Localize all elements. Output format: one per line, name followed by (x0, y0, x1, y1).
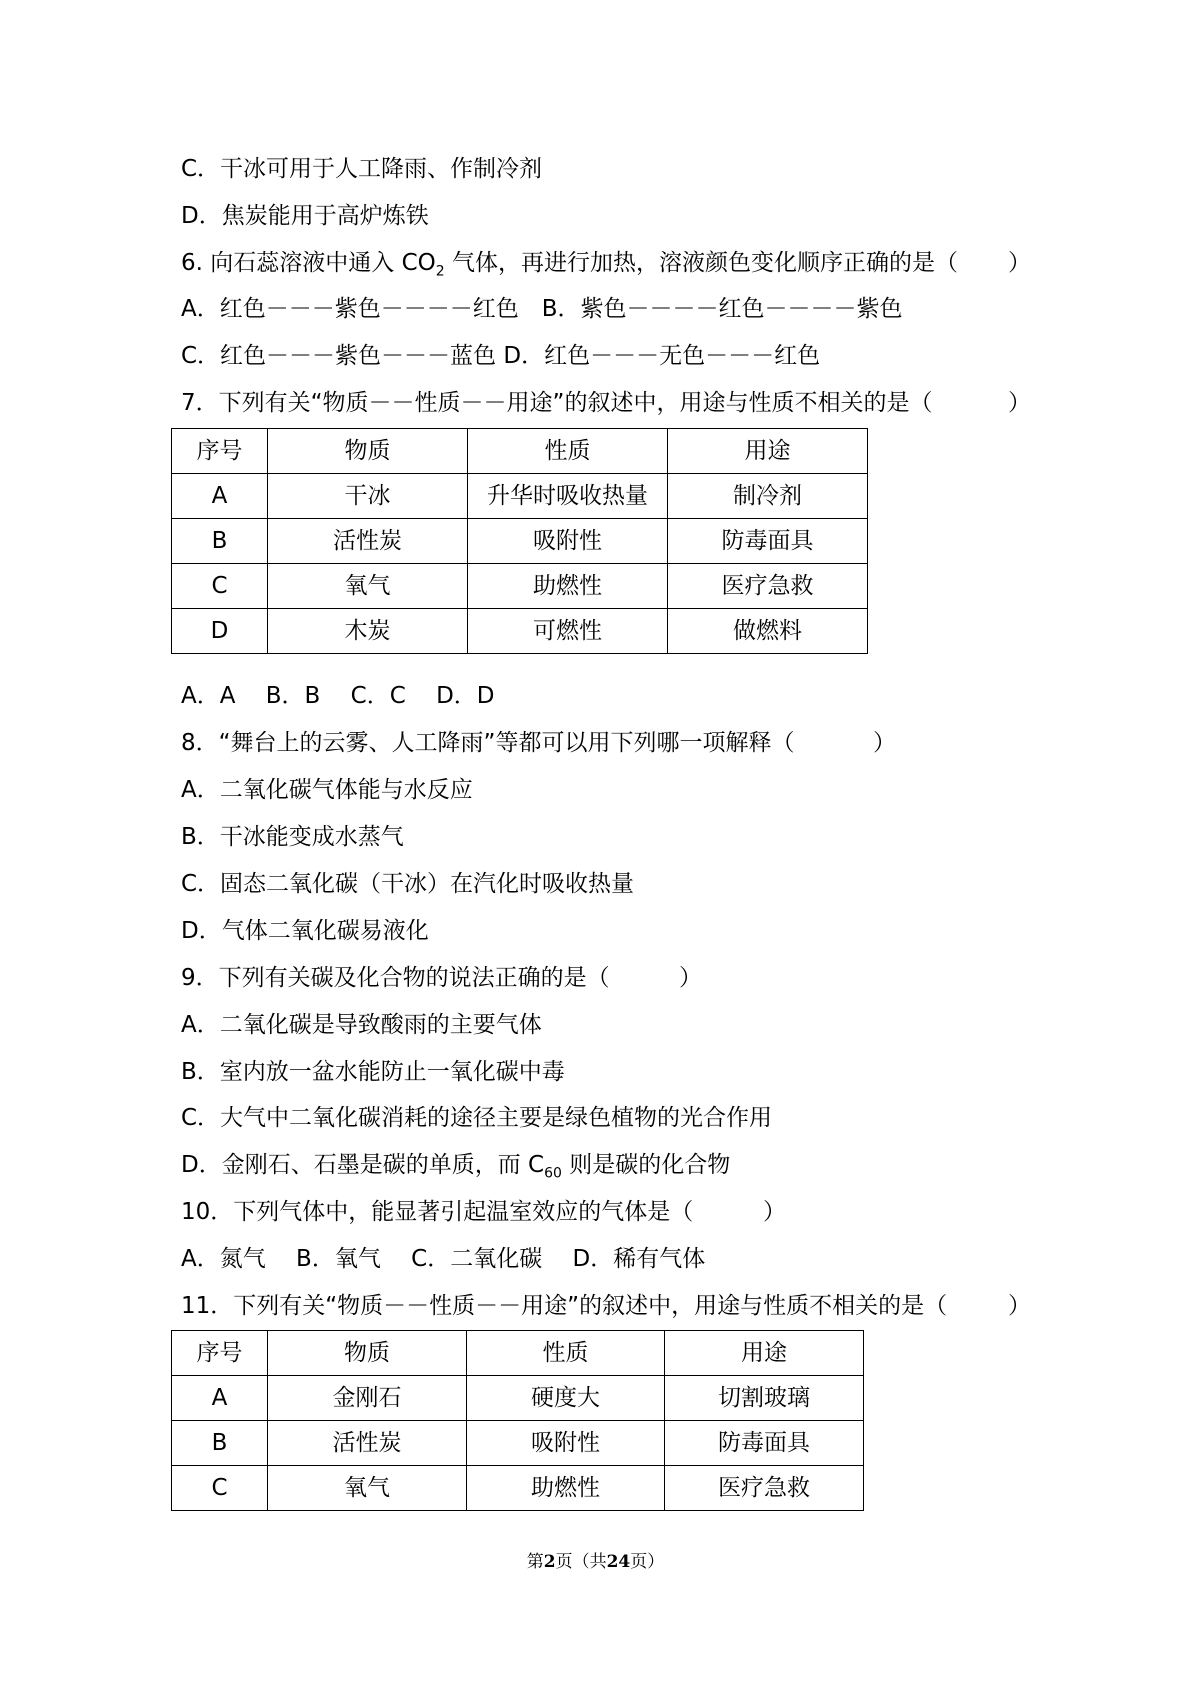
table-row (172, 564, 868, 609)
q9-option-d (181, 1150, 730, 1189)
table-cell: 干冰 (268, 474, 468, 519)
table-row (172, 519, 868, 564)
table-cell: 制冷剂 (668, 474, 868, 519)
q11-table (171, 1330, 864, 1511)
header-cell: 性质 (467, 1331, 665, 1376)
q9-close-paren: ） (679, 965, 702, 991)
table-row (172, 1421, 864, 1466)
table-row (172, 1466, 864, 1511)
header-cell: 序号 (172, 1331, 268, 1376)
q7-table (171, 428, 868, 654)
table-cell: 可燃性 (468, 609, 668, 654)
q6-close-paren: ） (1008, 250, 1031, 276)
q7-close-paren: ） (1008, 390, 1031, 416)
q7-options: A．A B．B C．C D．D (181, 683, 495, 709)
header-cell: 物质 (268, 429, 468, 474)
table-cell: A (172, 474, 268, 519)
table-header-row (172, 429, 868, 474)
q6-options-ab: A．红色－－－紫色－－－－红色 B．紫色－－－－红色－－－－紫色 (181, 296, 903, 322)
q8-option-d: D．气体二氧化碳易液化 (181, 918, 429, 944)
q6-stem-subscript: 2 (435, 263, 445, 280)
q9-option-a: A．二氧化碳是导致酸雨的主要气体 (181, 1012, 542, 1038)
q9-option-d-text: D．金刚石、石墨是碳的单质，而 C (181, 1152, 545, 1178)
table-header-row (172, 1331, 864, 1376)
footer-text-3: 页） (630, 1552, 665, 1572)
header-cell: 用途 (668, 429, 868, 474)
table-row (172, 474, 868, 519)
table-cell: C (172, 1466, 268, 1511)
q10-stem: 10．下列气体中，能显著引起温室效应的气体是（ (181, 1199, 694, 1225)
table-cell: A (172, 1376, 268, 1421)
table-cell: 防毒面具 (665, 1421, 864, 1466)
table-cell: 做燃料 (668, 609, 868, 654)
table-row (172, 1376, 864, 1421)
table-cell: 金刚石 (268, 1376, 467, 1421)
table-cell: D (172, 609, 268, 654)
q9-option-b: B．室内放一盆水能防止一氧化碳中毒 (181, 1059, 565, 1085)
q8-close-paren: ） (873, 730, 896, 756)
q8-option-b: B．干冰能变成水蒸气 (181, 824, 404, 850)
table-cell: 升华时吸收热量 (468, 474, 668, 519)
table-cell: 医疗急救 (668, 564, 868, 609)
table-cell: 吸附性 (468, 519, 668, 564)
table-cell: 医疗急救 (665, 1466, 864, 1511)
header-cell: 用途 (665, 1331, 864, 1376)
table-cell: 木炭 (268, 609, 468, 654)
table-cell: 硬度大 (467, 1376, 665, 1421)
q8-option-a: A．二氧化碳气体能与水反应 (181, 777, 473, 803)
q11-close-paren: ） (1008, 1293, 1031, 1319)
table-cell: 活性炭 (268, 519, 468, 564)
q8-option-c: C．固态二氧化碳（干冰）在汽化时吸收热量 (181, 871, 635, 897)
page-number: 2 (543, 1552, 556, 1572)
header-cell: 序号 (172, 429, 268, 474)
footer-text-2: 页（共 (555, 1552, 607, 1572)
table-cell: 助燃性 (468, 564, 668, 609)
q9-stem: 9．下列有关碳及化合物的说法正确的是（ (181, 965, 610, 991)
q9-option-d-text-2: 则是碳的化合物 (561, 1152, 731, 1178)
q11-stem: 11．下列有关“物质－－性质－－用途”的叙述中，用途与性质不相关的是（ (181, 1293, 948, 1319)
q5-option-d: D．焦炭能用于高炉炼铁 (181, 203, 429, 229)
table-cell: 切割玻璃 (665, 1376, 864, 1421)
q6-stem-text: 6. 向石蕊溶液中通入 CO (181, 250, 436, 276)
q6-options-cd: C．红色－－－紫色－－－蓝色 D．红色－－－无色－－－红色 (181, 343, 821, 369)
table-cell: 助燃性 (467, 1466, 665, 1511)
table-cell: B (172, 519, 268, 564)
footer-text: 第 (526, 1552, 544, 1572)
table-cell: 吸附性 (467, 1421, 665, 1466)
q10-close-paren: ） (763, 1199, 786, 1225)
table-cell: 防毒面具 (668, 519, 868, 564)
table-cell: B (172, 1421, 268, 1466)
total-pages: 24 (606, 1552, 631, 1572)
table-cell: 氧气 (268, 1466, 467, 1511)
q8-stem: 8．“舞台上的云雾、人工降雨”等都可以用下列哪一项解释（ (181, 730, 795, 756)
table-cell: C (172, 564, 268, 609)
q6-stem (181, 248, 958, 287)
page-footer (0, 1551, 1191, 1573)
q7-stem: 7．下列有关“物质－－性质－－用途”的叙述中，用途与性质不相关的是（ (181, 390, 933, 416)
header-cell: 性质 (468, 429, 668, 474)
header-cell: 物质 (268, 1331, 467, 1376)
q5-option-c: C．干冰可用于人工降雨、作制冷剂 (181, 156, 543, 182)
table-row (172, 609, 868, 654)
q6-stem-text-2: 气体，再进行加热，溶液颜色变化顺序正确的是（ (444, 250, 958, 276)
table-cell: 氧气 (268, 564, 468, 609)
q9-option-c: C．大气中二氧化碳消耗的途径主要是绿色植物的光合作用 (181, 1105, 773, 1131)
table-cell: 活性炭 (268, 1421, 467, 1466)
q10-options: A．氮气 B．氧气 C．二氧化碳 D．稀有气体 (181, 1246, 706, 1272)
q9-option-d-subscript: 60 (544, 1165, 562, 1182)
